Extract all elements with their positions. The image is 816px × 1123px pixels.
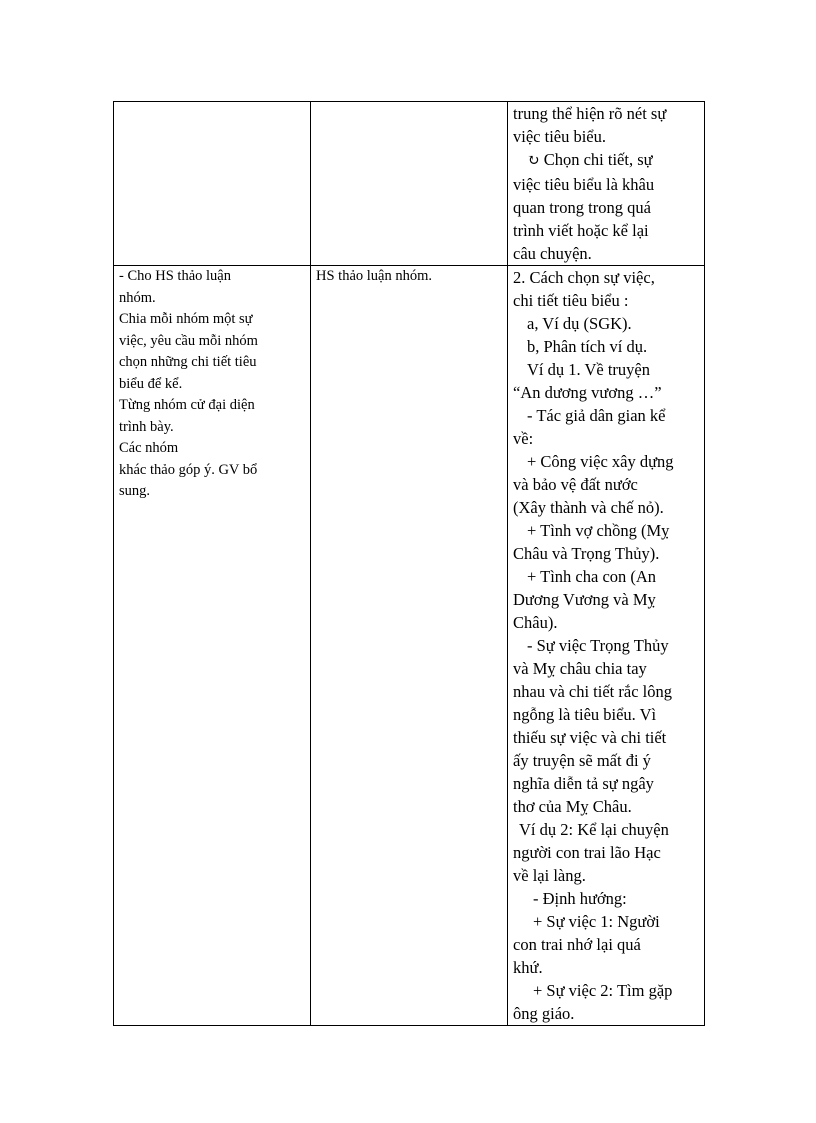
text-line: câu chuyện. (513, 244, 592, 263)
text-line: + Công việc xây dựng (527, 452, 674, 471)
text-line: trình bày. (119, 418, 174, 435)
text-line: về: (513, 429, 534, 448)
text-line: - Sự việc Trọng Thủy (527, 636, 669, 655)
text-line: ngỗng là tiêu biểu. Vì (513, 705, 657, 724)
text-line: “An dương vương …” (513, 383, 662, 402)
teacher-activity-cell (114, 102, 311, 266)
text-line: và bảo vệ đất nước (513, 475, 638, 494)
text-line: và Mỵ châu chia tay (513, 659, 647, 678)
text-line: a, Ví dụ (SGK). (527, 314, 632, 333)
text-line: người con trai lão Hạc (513, 843, 661, 862)
text-line: chọn những chi tiết tiêu (119, 354, 257, 370)
text-line: (Xây thành và chế nỏ). (513, 498, 664, 517)
text-line: + Sự việc 1: Người (533, 912, 660, 931)
text-line: b, Phân tích ví dụ. (527, 337, 648, 356)
text-line: + Tình cha con (An (527, 567, 657, 586)
student-activity-cell (311, 266, 508, 1026)
text-line: + Tình vợ chồng (Mỵ (527, 521, 670, 540)
text-line: việc tiêu biểu là khâu (513, 175, 655, 194)
text-line: việc, yêu cầu mỗi nhóm (119, 332, 258, 349)
text-line: khác thảo góp ý. GV bổ (119, 461, 258, 478)
teacher-activity-cell (114, 266, 311, 1026)
student-activity-cell (311, 102, 508, 266)
table-row (114, 102, 705, 266)
text-line: thiếu sự việc và chi tiết (513, 728, 667, 747)
text-line: Các nhóm (119, 440, 179, 456)
content-cell (508, 102, 705, 266)
text-line: nghĩa diễn tả sự ngây (513, 774, 654, 793)
text-line: Châu và Trọng Thủy). (513, 544, 660, 563)
text-line: biểu để kể. (119, 375, 183, 392)
text-line: việc tiêu biểu. (513, 127, 607, 146)
lesson-table (113, 101, 705, 1026)
text-line: chi tiết tiêu biểu : (513, 291, 629, 310)
table-row (114, 266, 705, 1026)
text-line: + Sự việc 2: Tìm gặp (533, 981, 673, 1000)
text-line: - Cho HS thảo luận (119, 268, 231, 284)
return-arrow-icon: ↻ (527, 153, 540, 169)
text-line: ↻ Chọn chi tiết, sự (513, 148, 699, 173)
content-cell (508, 266, 705, 1026)
text-line: ấy truyện sẽ mất đi ý (513, 751, 651, 770)
text-line: Ví dụ 2: Kể lại chuyện (519, 820, 669, 839)
text-line: con trai nhớ lại quá (513, 935, 641, 954)
text-line: Châu). (513, 613, 558, 632)
text-line: Từng nhóm cử đại diện (119, 397, 255, 413)
text-line: nhau và chi tiết rắc lông (513, 682, 672, 701)
text-line: trình viết hoặc kể lại (513, 221, 649, 240)
section-heading: 2. Cách chọn sự việc, (513, 268, 655, 287)
text-line: - Định hướng: (533, 889, 627, 908)
text-line: trung thể hiện rõ nét sự (513, 104, 667, 123)
text-line: nhóm. (119, 289, 156, 306)
text-line: thơ của Mỵ Châu. (513, 797, 632, 816)
text-line: Ví dụ 1. Về truyện (527, 360, 650, 379)
text-line: quan trong trong quá (513, 198, 651, 217)
text-line: ông giáo. (513, 1004, 575, 1023)
text-line: về lại làng. (513, 866, 586, 885)
text-line: khứ. (513, 958, 543, 977)
text-line: - Tác giả dân gian kể (527, 406, 666, 425)
text-line: HS thảo luận nhóm. (316, 268, 432, 284)
text-line: Dương Vương và Mỵ (513, 590, 656, 609)
text-line: Chia mỗi nhóm một sự (119, 311, 253, 327)
text-line: sung. (119, 483, 151, 499)
